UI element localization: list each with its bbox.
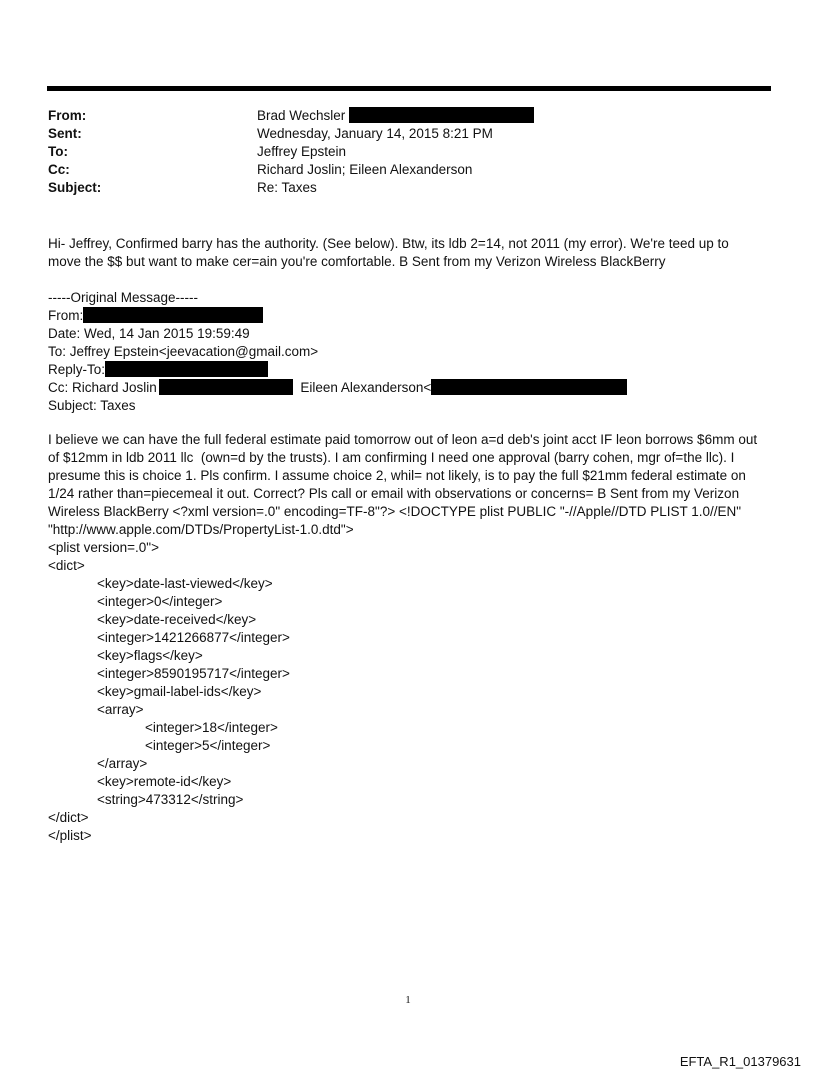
original-reply-to <box>48 361 778 379</box>
body-line: I believe we can have the full federal estimate paid tomorrow out of leon a=d deb's joint acct IF leon borrows $6mm out <box>48 432 758 447</box>
original-date: Date: Wed, 14 Jan 2015 19:59:49 <box>48 326 250 341</box>
original-to: To: Jeffrey Epstein<jeevacation@gmail.com> <box>48 344 319 359</box>
body-line: Wireless BlackBerry <?xml version=.0" encoding=TF-8"?> <!DOCTYPE plist PUBLIC "-//Apple//DTD PLIST 1.0//EN" <box>48 504 742 519</box>
plist-line: <integer>18</integer> <box>145 720 278 735</box>
original-from <box>48 307 778 325</box>
from-name: Brad Wechsler <box>257 108 346 123</box>
plist-line: <integer>5</integer> <box>145 738 271 753</box>
redaction-box <box>105 361 268 377</box>
plist-line: </dict> <box>48 810 89 825</box>
to-label: To: <box>48 144 68 159</box>
plist-line: <key>gmail-label-ids</key> <box>97 684 262 699</box>
plist-line: <integer>0</integer> <box>97 594 223 609</box>
original-separator: -----Original Message----- <box>48 290 199 305</box>
page-number: 1 <box>405 994 411 1006</box>
plist-line: <key>flags</key> <box>97 648 203 663</box>
redaction-box <box>349 107 534 123</box>
plist-line: <integer>1421266877</integer> <box>97 630 290 645</box>
from-label: From: <box>48 108 87 123</box>
subject-value: Re: Taxes <box>257 180 317 195</box>
plist-line: <integer>8590195717</integer> <box>97 666 290 681</box>
to-value: Jeffrey Epstein <box>257 144 347 159</box>
sent-label: Sent: <box>48 126 82 141</box>
message-body <box>48 431 778 539</box>
original-cc-start: Cc: Richard Joslin <box>48 380 157 395</box>
plist-line: <key>date-received</key> <box>97 612 257 627</box>
body-line: of $12mm in ldb 2011 llc (own=d by the trusts). I am confirming I need one approval (barry cohen, mgr of=the llc). I <box>48 450 735 465</box>
document-id: EFTA_R1_01379631 <box>679 1054 801 1069</box>
reply-body <box>48 235 778 271</box>
cc-value: Richard Joslin; Eileen Alexanderson <box>257 162 473 177</box>
cc-label: Cc: <box>48 162 70 177</box>
plist-line: <plist version=.0"> <box>48 540 159 555</box>
plist-line: <string>473312</string> <box>97 792 244 807</box>
body-line: "http://www.apple.com/DTDs/PropertyList-1.0.dtd"> <box>48 522 354 537</box>
header-divider <box>47 86 771 91</box>
reply-line: Hi- Jeffrey, Confirmed barry has the authority. (See below). Btw, its ldb 2=14, not 2011 (my error). We're teed up to <box>48 236 729 251</box>
plist-line: <dict> <box>48 558 85 573</box>
plist-line: </plist> <box>48 828 92 843</box>
original-message-header <box>48 289 778 415</box>
sent-value: Wednesday, January 14, 2015 8:21 PM <box>257 126 493 141</box>
subject-label: Subject: <box>48 180 102 195</box>
body-line: 1/24 rather than=piecemeal it out. Correct? Pls call or email with observations or concerns= B Sent from my Verizon <box>48 486 740 501</box>
body-line: presume this is choice 1. Pls confirm. I assume choice 2, whil= not likely, is to pay the full $21mm federal estimate on <box>48 468 746 483</box>
reply-line: move the $$ but want to make cer=ain you're comfortable. B Sent from my Verizon Wireless BlackBerry <box>48 254 666 269</box>
original-from-label: From: <box>48 308 84 323</box>
original-reply-to-label: Reply-To: <box>48 362 106 377</box>
original-subject: Subject: Taxes <box>48 398 136 413</box>
plist-line: <array> <box>97 702 144 717</box>
plist-line: <key>remote-id</key> <box>97 774 232 789</box>
from-value <box>257 107 534 125</box>
redaction-box <box>83 307 263 323</box>
redaction-box <box>159 379 293 395</box>
original-cc-mid: Eileen Alexanderson< <box>300 380 432 395</box>
original-cc <box>48 379 778 397</box>
plist-line: </array> <box>97 756 148 771</box>
plist-line: <key>date-last-viewed</key> <box>97 576 273 591</box>
redaction-box <box>431 379 627 395</box>
